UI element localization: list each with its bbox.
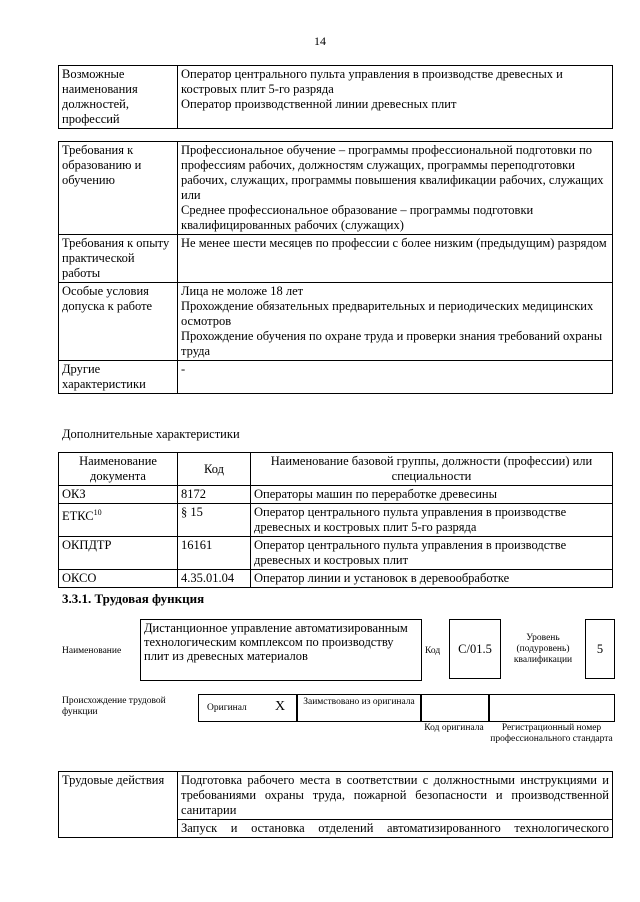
qualification-level-label: Уровень (подуровень) квалификации <box>513 633 573 665</box>
special-conditions-label: Особые условия допуска к работе <box>59 283 178 361</box>
positions-table <box>58 65 613 129</box>
labor-action-item: Запуск и остановка отделений автоматизированного технологического <box>178 820 613 838</box>
requirements-table <box>58 141 613 394</box>
doc-code: § 15 <box>178 504 251 537</box>
doc-code: 8172 <box>178 486 251 504</box>
table-row <box>59 570 613 588</box>
page-number: 14 <box>314 34 326 48</box>
doc-name: ОКПДТР <box>62 538 112 552</box>
original-label: Оригинал <box>207 703 247 713</box>
doc-description: Оператор линии и установок в деревообработке <box>251 570 613 588</box>
function-code-label: Код <box>425 646 441 656</box>
position-item: Оператор производственной линии древесных плит <box>181 97 457 111</box>
doc-description: Операторы машин по переработке древесины <box>251 486 613 504</box>
additional-table <box>58 452 613 588</box>
other-characteristics-value: - <box>178 361 613 394</box>
borrowed-box <box>296 694 422 722</box>
origin-label: Происхождение трудовой функции <box>62 696 166 717</box>
experience-label: Требования к опыту практической работы <box>59 235 178 283</box>
table-row <box>59 486 613 504</box>
doc-code: 16161 <box>178 537 251 570</box>
other-characteristics-label: Другие характеристики <box>59 361 178 394</box>
table-row <box>59 537 613 570</box>
reg-number-box <box>488 694 615 722</box>
positions-values <box>178 66 613 129</box>
education-value: Профессиональное обучение – программы профессиональной подготовки по профессиям рабочих, должностям служащих, программы переподготовки рабочих, служащих, программы повышения квалификации рабочих, служащих или Среднее профессиональное образование – программы подготовки квалифицированных рабочих (служащих) <box>178 142 613 235</box>
table-row <box>59 504 613 537</box>
labor-actions-label: Трудовые действия <box>59 772 178 838</box>
code-original-label: Код оригинала <box>424 723 484 733</box>
position-item: Оператор центрального пульта управления в производстве древесных и костровых плит 5-го разряда <box>181 67 563 96</box>
col-header-code: Код <box>178 453 251 486</box>
col-header-name: Наименование базовой группы, должности (профессии) или специальности <box>251 453 613 486</box>
borrowed-label: Заимствовано из оригинала <box>303 697 415 707</box>
reg-number-label: Регистрационный номер профессионального стандарта <box>490 723 613 744</box>
experience-value: Не менее шести месяцев по профессии с более низким (предыдущим) разрядом <box>178 235 613 283</box>
doc-code: 4.35.01.04 <box>178 570 251 588</box>
function-code-value: C/01.5 <box>449 619 501 679</box>
doc-description: Оператор центрального пульта управления в производстве древесных и костровых плит 5-го разряда <box>251 504 613 537</box>
labor-actions-table <box>58 771 613 838</box>
special-conditions-value: Лица не моложе 18 лет Прохождение обязательных предварительных и периодических медицинских осмотров Прохождение обучения по охране труда и проверки знания требований охраны труда <box>178 283 613 361</box>
code-original-box <box>420 694 490 722</box>
doc-description: Оператор центрального пульта управления в производстве древесных и костровых плит <box>251 537 613 570</box>
positions-label: Возможные наименования должностей, профессий <box>59 66 178 129</box>
doc-name: ЕТКС <box>62 509 94 524</box>
function-name-label: Наименование <box>62 646 122 656</box>
qualification-level-value: 5 <box>585 619 615 679</box>
doc-name: ОКЗ <box>62 487 86 501</box>
original-mark: X <box>275 699 286 714</box>
function-name-value: Дистанционное управление автоматизированным технологическим комплексом по производству плит из древесных материалов <box>140 619 422 681</box>
col-header-document: Наименование документа <box>59 453 178 486</box>
doc-name: ОКСО <box>62 571 97 585</box>
labor-action-item: Подготовка рабочего места в соответствии с должностными инструкциями и требованиями охраны труда, пожарной безопасности и производственной санитарии <box>178 772 613 820</box>
footnote-ref: 10 <box>93 508 102 517</box>
section-title: 3.3.1. Трудовая функция <box>62 591 205 606</box>
additional-title: Дополнительные характеристики <box>62 427 240 441</box>
education-label: Требования к образованию и обучению <box>59 142 178 235</box>
original-box <box>198 694 298 722</box>
